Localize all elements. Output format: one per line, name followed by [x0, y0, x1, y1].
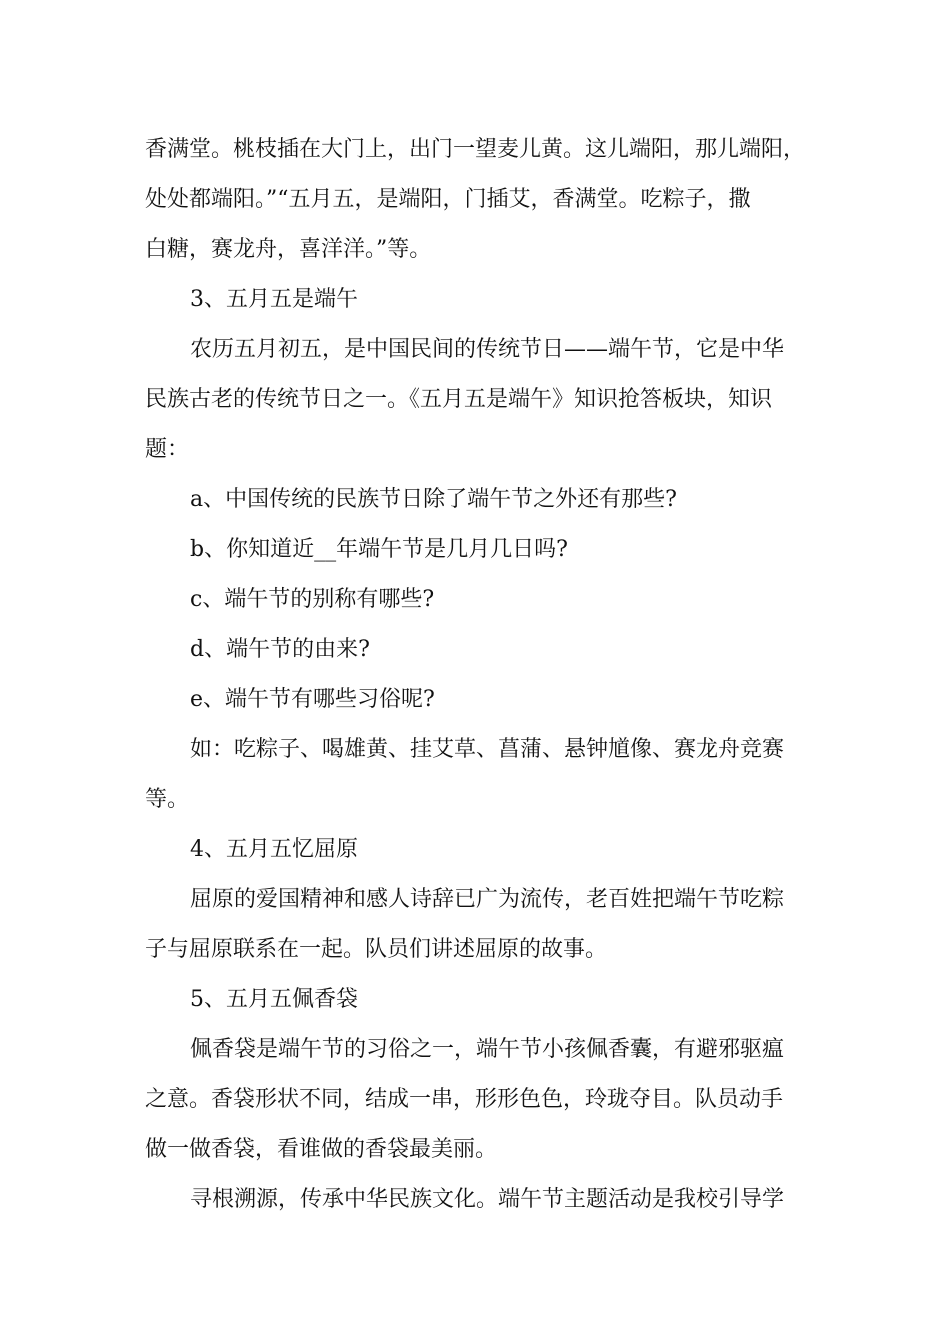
text-line: 农历五月初五，是中国民间的传统节日——端午节，它是中华 — [190, 337, 785, 362]
text-line: 佩香袋是端午节的习俗之一，端午节小孩佩香囊，有避邪驱瘟 — [190, 1037, 785, 1062]
text-line: 民族古老的传统节日之一。《五月五是端午》知识抢答板块，知识 — [145, 387, 773, 412]
text-line: 如：吃粽子、喝雄黄、挂艾草、菖蒲、悬钟馗像、赛龙舟竞赛 — [190, 737, 785, 762]
text-line: 香满堂。桃枝插在大门上，出门一望麦儿黄。这儿端阳，那儿端阳， — [145, 137, 806, 162]
text-line: 子与屈原联系在一起。队员们讲述屈原的故事。 — [145, 937, 608, 962]
section-heading: 5、五月五佩香袋 — [190, 987, 358, 1012]
section-heading: 4、五月五忆屈原 — [190, 837, 358, 862]
section-heading: 3、五月五是端午 — [190, 287, 358, 312]
question-item: a、中国传统的民族节日除了端午节之外还有那些? — [190, 487, 677, 512]
question-item: c、端午节的别称有哪些? — [190, 587, 435, 612]
text-line: 寻根溯源，传承中华民族文化。端午节主题活动是我校引导学 — [190, 1187, 785, 1212]
question-item: e、端午节有哪些习俗呢? — [190, 687, 435, 712]
text-line: 屈原的爱国精神和感人诗辞已广为流传，老百姓把端午节吃粽 — [190, 887, 785, 912]
text-line: 做一做香袋，看谁做的香袋最美丽。 — [145, 1137, 498, 1162]
text-line: 处处都端阳。”“五月五，是端阳，门插艾，香满堂。吃粽子，撒 — [145, 187, 751, 212]
text-line: 之意。香袋形状不同，结成一串，形形色色，玲珑夺目。队员动手 — [145, 1087, 784, 1112]
text-line: 白糖，赛龙舟，喜洋洋。”等。 — [145, 237, 432, 262]
question-item: b、你知道近__年端午节是几月几日吗? — [190, 537, 568, 562]
question-item: d、端午节的由来? — [190, 637, 370, 662]
text-line: 等。 — [145, 787, 190, 812]
text-line: 题： — [145, 437, 190, 462]
